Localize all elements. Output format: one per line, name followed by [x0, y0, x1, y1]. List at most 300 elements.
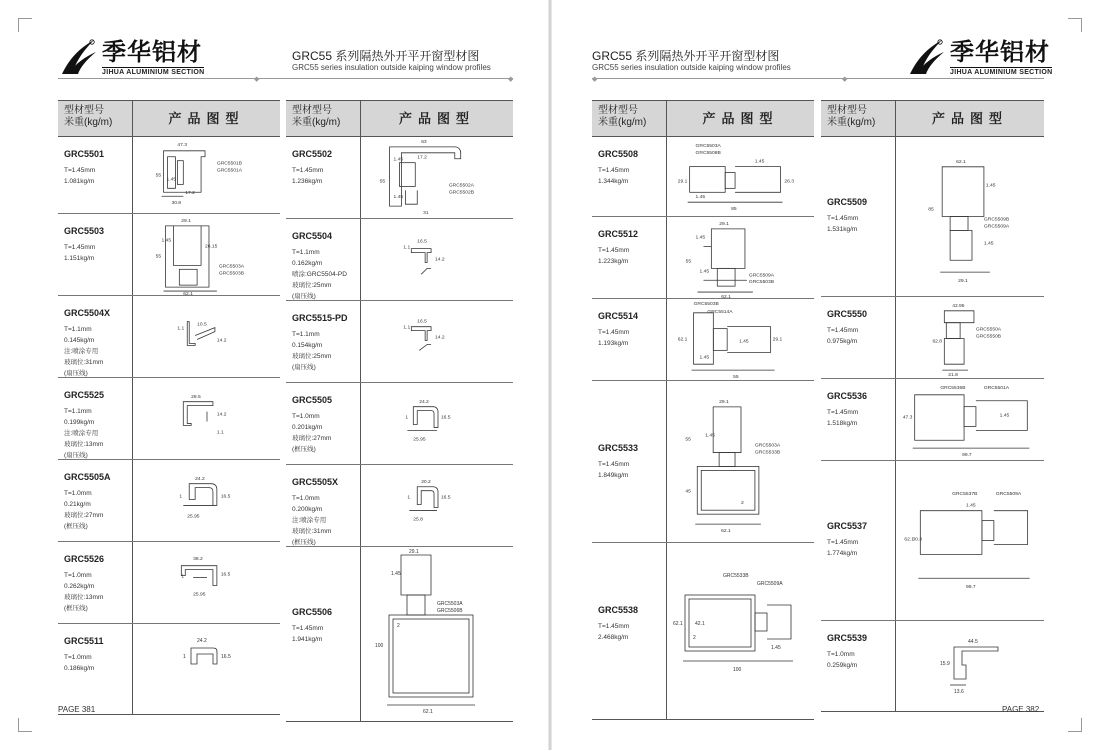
table-header [58, 101, 280, 137]
part-label: GRC5550B [975, 334, 1002, 340]
dim-label: 1.45 [966, 503, 976, 509]
profile-row-grc5537 [821, 461, 1044, 621]
dim-label: 14.2 [216, 412, 227, 418]
profile-row-grc5504 [286, 219, 513, 301]
dim-label: 30.3 [912, 537, 923, 543]
dim-label: 55 [155, 173, 162, 179]
profile-note: 玻璃位:31mm [292, 528, 332, 535]
profile-code: GRC5512 [598, 229, 639, 239]
dim-label: 16.5 [417, 319, 427, 325]
profile-row-grc5536 [821, 379, 1044, 461]
profile-note: 玻璃位:27mm [64, 512, 104, 519]
part-label: GRC5502B [448, 190, 475, 196]
profile-row-grc5506 [286, 547, 513, 721]
dim-label: 1 [179, 494, 183, 500]
profile-row-grc5550 [821, 297, 1044, 379]
profile-drawing-svg [667, 299, 814, 380]
dim-label: 26.15 [205, 244, 218, 250]
header-figure: 产品图型 [168, 111, 245, 126]
part-label: GRC5503A [218, 264, 245, 270]
dim-label: 1.1 [403, 325, 411, 331]
profile-spec: T=1.0mm [827, 651, 855, 658]
dim-label: 29.1 [958, 279, 968, 285]
dim-label: 1 [181, 574, 185, 580]
header-figure: 产品图型 [398, 111, 475, 126]
profile-drawing-svg [667, 543, 814, 719]
profile-note: (扇压线) [292, 293, 316, 300]
profile-note: 玻璃位:27mm [292, 435, 332, 442]
part-label: GRC5533B [754, 450, 781, 456]
profile-code: GRC5526 [64, 554, 105, 564]
profile-note: 注:喷涂专用 [64, 348, 99, 355]
profile-column-1 [58, 100, 280, 715]
profile-spec: T=1.45mm [827, 327, 859, 334]
dim-label: 15.9 [940, 661, 950, 667]
profile-code: GRC5539 [827, 633, 868, 643]
profile-drawing-svg [896, 461, 1044, 620]
profile-spec: T=1.0mm [64, 654, 92, 661]
profile-weight: 1.774kg/m [827, 550, 858, 557]
profile-drawing-svg [133, 460, 280, 541]
profile-drawing-svg [133, 542, 280, 623]
dim-label: 25.95 [193, 592, 206, 598]
dim-label: 55 [733, 375, 739, 380]
dim-label: 17.2 [417, 155, 427, 161]
profile-code: GRC5501 [64, 149, 105, 159]
profile-code: GRC5533 [598, 443, 639, 453]
profile-spec: T=1.45mm [292, 167, 324, 174]
table-header [592, 101, 814, 137]
profile-code: GRC5514 [598, 311, 639, 321]
dim-label: 1.45 [999, 413, 1010, 419]
profile-drawing [133, 378, 280, 459]
dim-label: 29.1 [677, 179, 688, 185]
profile-drawing [896, 379, 1044, 460]
profile-spec: T=1.45mm [827, 409, 859, 416]
profile-weight: 0.259kg/m [827, 662, 858, 669]
dim-label: 16.5 [220, 494, 231, 500]
brand-logo [58, 38, 204, 78]
profile-row-grc5514 [592, 299, 814, 381]
dim-label: 47.3 [177, 142, 187, 148]
dim-label: 42.95 [952, 303, 965, 309]
dim-label: 29.1 [772, 337, 783, 343]
profile-note: 玻璃位:25mm [292, 282, 332, 289]
profile-spec: T=1.45mm [598, 247, 630, 254]
header-model: 型材型号 [292, 105, 332, 116]
profile-drawing [361, 383, 513, 464]
part-label: GRC5503B [693, 301, 719, 307]
dim-label: 1 [405, 415, 409, 421]
profile-row-grc5509 [821, 137, 1044, 297]
profile-drawing [667, 137, 814, 216]
part-label: GRC5550A [975, 327, 1002, 333]
profile-code: GRC5511 [64, 636, 104, 646]
part-label: GRC5502A [448, 183, 475, 189]
dim-label: 1.45 [771, 645, 781, 651]
page-title [592, 50, 791, 72]
profile-spec: T=1.0mm [292, 495, 320, 502]
profile-note: 玻璃位:31mm [64, 359, 104, 366]
dim-label: 24.2 [197, 638, 207, 644]
profile-code: GRC5502 [292, 149, 333, 159]
dim-label: 13.6 [954, 689, 964, 695]
profile-code: GRC5550 [827, 309, 868, 319]
profile-drawing-svg [361, 137, 513, 218]
header-figure: 产品图型 [931, 111, 1008, 126]
profile-drawing [133, 460, 280, 541]
dim-label: 62.1 [904, 537, 915, 543]
profile-code: GRC5525 [64, 390, 105, 400]
profile-spec: T=1.45mm [598, 167, 630, 174]
profile-column-3 [592, 100, 814, 720]
dim-label: 28.5 [191, 394, 201, 400]
profile-drawing-svg [361, 383, 513, 464]
part-label: GRC5501B [216, 161, 243, 167]
dim-label: 21.8 [948, 373, 958, 378]
dim-label: 99.7 [966, 585, 976, 591]
dim-label: 1.45 [985, 183, 996, 189]
dim-label: 24.2 [419, 399, 429, 405]
dim-label: 1.45 [695, 195, 706, 201]
profile-weight: 0.201kg/m [292, 424, 323, 431]
profile-spec: T=1.1mm [292, 331, 320, 338]
profile-spec: T=1.45mm [598, 461, 630, 468]
dim-label: 100 [375, 643, 384, 649]
profile-row-grc5505a [58, 460, 280, 542]
dim-label: 29.1 [719, 399, 729, 405]
profile-drawing-svg [361, 301, 513, 382]
part-label: GRC5509A [995, 491, 1022, 497]
page-title-en: GRC55 series insulation outside kaiping window profiles [292, 63, 491, 72]
dim-label: 25.95 [413, 437, 426, 443]
part-label: GRC5537B [952, 491, 978, 497]
profile-row-grc5505 [286, 383, 513, 465]
dim-label: 16.5 [440, 495, 451, 501]
profile-drawing-svg [133, 378, 280, 459]
dim-label: 62.8 [932, 339, 943, 345]
dim-label: 55 [379, 179, 386, 185]
dim-label: 14.2 [435, 335, 445, 341]
dim-label: 62.1 [721, 529, 731, 535]
profile-note: 注:喷涂专用 [292, 517, 327, 524]
profile-spec: T=1.45mm [827, 215, 859, 222]
profile-drawing [133, 137, 280, 213]
profile-note: (扇压线) [64, 452, 88, 459]
dim-label: 44.5 [968, 639, 978, 645]
dim-label: 30.8 [171, 201, 182, 207]
dim-label: 63 [421, 139, 427, 145]
profile-drawing-svg [667, 137, 814, 216]
profile-weight: 1.151kg/m [64, 255, 95, 262]
dim-label: 85 [731, 207, 737, 213]
profile-note: (框压线) [292, 539, 316, 546]
profile-drawing [361, 137, 513, 218]
profile-note: 喷涂:GRC5504-PD [292, 271, 347, 278]
part-label: GRC5503A [754, 443, 781, 449]
profile-weight: 1.193kg/m [598, 340, 629, 347]
profile-weight: 0.199kg/m [64, 419, 95, 426]
header-model: 型材型号 [598, 105, 638, 116]
part-label: GRC5501A [216, 168, 243, 174]
profile-code: GRC5505 [292, 395, 333, 405]
profile-weight: 1.236kg/m [292, 178, 323, 185]
profile-code: GRC5536 [827, 391, 868, 401]
profile-spec: T=1.0mm [64, 490, 92, 497]
profile-drawing [896, 621, 1044, 711]
dim-label: 1 [407, 495, 411, 501]
profile-drawing-svg [667, 381, 814, 542]
brand-name-en: JIHUA ALUMINIUM SECTION [102, 68, 205, 76]
header-rule: ◆ ◆ [592, 78, 1044, 79]
part-label: GRC5509A [757, 581, 783, 587]
dim-label: 1 [183, 654, 186, 660]
profile-column-2 [286, 100, 513, 722]
part-label: GRC5536B [940, 385, 966, 391]
profile-row-grc5515-pd [286, 301, 513, 383]
profile-weight: 1.518kg/m [827, 420, 858, 427]
profile-drawing [361, 465, 513, 546]
profile-row-grc5505x [286, 465, 513, 547]
profile-drawing [896, 137, 1044, 296]
dim-label: 1.45 [695, 235, 706, 241]
profile-drawing-svg [896, 297, 1044, 378]
part-label: GRC5509B [983, 217, 1010, 223]
profile-row-grc5539 [821, 621, 1044, 711]
profile-spec: T=1.45mm [598, 623, 630, 630]
dim-label: 62.1 [423, 709, 433, 715]
profile-weight: 0.145kg/m [64, 337, 95, 344]
dim-label: 2 [693, 635, 696, 641]
dim-label: 1.1 [403, 245, 411, 251]
dim-label: 62.1 [677, 337, 688, 343]
profile-drawing-svg [361, 547, 513, 721]
profile-code: GRC5506 [292, 607, 333, 617]
brand-name-cn: 季华铝材 [950, 38, 1050, 66]
dim-label: 1.45 [699, 355, 710, 361]
dim-label: 2 [397, 623, 400, 629]
page-number-left: PAGE 381 [58, 705, 96, 714]
dim-label: 1.45 [166, 177, 177, 183]
profile-row-grc5508 [592, 137, 814, 217]
profile-drawing-svg [896, 137, 1044, 296]
profile-code: GRC5504X [64, 308, 111, 318]
part-label: GRC5509A [983, 224, 1010, 230]
dim-label: 25.95 [187, 514, 200, 520]
dim-label: 29.1 [719, 221, 729, 227]
dim-label: 25.8 [413, 517, 423, 523]
dim-label: 38.2 [193, 556, 203, 562]
profile-weight: 0.186kg/m [64, 665, 95, 672]
profile-spec: T=1.45mm [64, 244, 96, 251]
profile-row-grc5538 [592, 543, 814, 719]
profile-drawing-svg [133, 624, 280, 714]
header-weight: 米重(kg/m) [292, 117, 341, 128]
profile-weight: 0.975kg/m [827, 338, 858, 345]
crop-mark [1068, 18, 1082, 32]
profile-drawing-svg [133, 296, 280, 377]
dim-label: 1.45 [705, 433, 715, 439]
profile-code: GRC5503 [64, 226, 105, 236]
header-weight: 米重(kg/m) [598, 117, 647, 128]
profile-note: (扇压线) [64, 370, 88, 377]
header-weight: 米重(kg/m) [827, 117, 876, 128]
profile-drawing-svg [896, 621, 1044, 711]
dim-label: 17.2 [185, 191, 195, 197]
profile-code: GRC5509 [827, 197, 868, 207]
profile-drawing [896, 297, 1044, 378]
dim-label: 55 [685, 437, 691, 443]
table-header [286, 101, 513, 137]
profile-drawing-svg [896, 379, 1044, 460]
header-model: 型材型号 [64, 105, 104, 116]
dim-label: 16.5 [440, 415, 451, 421]
profile-drawing [361, 547, 513, 721]
profile-code: GRC5505A [64, 472, 111, 482]
dim-label: 31 [423, 211, 429, 217]
dim-label: 1.45 [393, 157, 404, 163]
dim-label: 62.1 [673, 621, 683, 627]
profile-row-grc5504x [58, 296, 280, 378]
profile-drawing [133, 296, 280, 377]
profile-row-grc5525 [58, 378, 280, 460]
profile-drawing [667, 217, 814, 298]
profile-weight: 0.262kg/m [64, 583, 95, 590]
dim-label: 16.5 [221, 654, 231, 660]
dim-label: 100 [733, 667, 742, 673]
profile-drawing [667, 299, 814, 380]
profile-note: 玻璃位:25mm [292, 353, 332, 360]
dim-label: 47.3 [902, 415, 913, 421]
part-label: GRC5501A [983, 385, 1010, 391]
profile-drawing [667, 543, 814, 719]
profile-drawing [133, 214, 280, 295]
page-title [292, 50, 491, 72]
profile-spec: T=1.1mm [64, 326, 92, 333]
part-label: GRC5509A [748, 273, 775, 279]
dim-label: 14.2 [216, 338, 227, 344]
crop-mark [18, 718, 32, 732]
dim-label: 1.45 [983, 241, 994, 247]
profile-weight: 1.531kg/m [827, 226, 858, 233]
crop-mark [1068, 718, 1082, 732]
profile-spec: T=1.0mm [292, 413, 320, 420]
profile-weight: 0.21kg/m [64, 501, 91, 508]
brand-name-en: JIHUA ALUMINIUM SECTION [950, 68, 1053, 76]
profile-drawing [133, 542, 280, 623]
profile-spec: T=1.1mm [64, 408, 92, 415]
profile-drawing-svg [361, 219, 513, 300]
profile-column-4 [821, 100, 1044, 712]
part-label: GRC5514A [707, 309, 733, 315]
dim-label: 1.45 [393, 195, 404, 201]
profile-note: 玻璃位:13mm [64, 441, 104, 448]
profile-row-grc5502 [286, 137, 513, 219]
profile-drawing-svg [667, 217, 814, 298]
page-title-en: GRC55 series insulation outside kaiping window profiles [592, 63, 791, 72]
header-weight: 米重(kg/m) [64, 117, 113, 128]
dim-label: 85 [928, 207, 934, 213]
profile-code: GRC5515-PD [292, 313, 348, 323]
profile-note: 玻璃位:13mm [64, 594, 104, 601]
profile-row-grc5501 [58, 137, 280, 214]
header-figure: 产品图型 [702, 111, 779, 126]
part-label: GRC5508B [695, 150, 721, 156]
page-title-cn: GRC55 系列隔热外开平开窗型材图 [592, 49, 780, 63]
part-label: GRC5503B [218, 271, 245, 277]
profile-drawing [361, 219, 513, 300]
profile-drawing-svg [361, 465, 513, 546]
profile-row-grc5533 [592, 381, 814, 543]
part-label: GRC5503B [748, 280, 775, 286]
profile-row-grc5526 [58, 542, 280, 624]
profile-weight: 2.468kg/m [598, 634, 629, 641]
right-page [550, 0, 1100, 750]
logo-mark-icon [906, 38, 946, 78]
dim-label: 1.1 [177, 326, 185, 332]
profile-note: (框压线) [64, 605, 88, 612]
profile-spec: T=1.45mm [64, 167, 96, 174]
profile-drawing [361, 301, 513, 382]
profile-drawing [667, 381, 814, 542]
dim-label: 16.5 [220, 572, 231, 578]
profile-code: GRC5538 [598, 605, 639, 615]
dim-label: 29.1 [409, 549, 419, 555]
profile-note: (框压线) [64, 523, 88, 530]
dim-label: 62.1 [183, 292, 193, 295]
profile-code: GRC5505X [292, 477, 339, 487]
dim-label: 24.2 [195, 476, 205, 482]
profile-spec: T=1.45mm [292, 625, 324, 632]
dim-label: 16.5 [417, 239, 427, 245]
brand-logo [906, 38, 1052, 78]
table-header [821, 101, 1044, 137]
dim-label: 10.5 [197, 322, 207, 328]
right-header [550, 38, 1100, 78]
dim-label: 99.7 [962, 453, 972, 459]
dim-label: 20.2 [421, 479, 431, 485]
part-label: GRC5503A [437, 601, 463, 607]
profile-spec: T=1.45mm [827, 539, 859, 546]
crop-mark [18, 18, 32, 32]
dim-label: 42.1 [695, 621, 705, 627]
profile-drawing-svg [133, 137, 280, 213]
profile-spec: T=1.0mm [64, 572, 92, 579]
profile-weight: 0.200kg/m [292, 506, 323, 513]
profile-note: (扇压线) [292, 364, 316, 371]
dim-label: 45 [685, 489, 691, 495]
left-header [0, 38, 550, 78]
profile-note: (框压线) [292, 446, 316, 453]
dim-label: 1.45 [754, 159, 765, 165]
profile-code: GRC5504 [292, 231, 333, 241]
profile-weight: 1.081kg/m [64, 178, 95, 185]
dim-label: 62.1 [721, 295, 731, 298]
brand-name-cn: 季华铝材 [102, 38, 202, 66]
dim-label: 14.2 [435, 257, 445, 263]
part-label: GRC5533B [723, 573, 749, 579]
dim-label: 1.45 [391, 571, 401, 577]
dim-label: 1.45 [161, 238, 172, 244]
profile-code: GRC5537 [827, 521, 868, 531]
profile-weight: 0.154kg/m [292, 342, 323, 349]
dim-label: 1.1 [216, 430, 224, 436]
part-label: GRC5503A [695, 143, 721, 149]
profile-spec: T=1.45mm [598, 329, 630, 336]
dim-label: 26.3 [784, 179, 795, 185]
profile-weight: 0.162kg/m [292, 260, 323, 267]
page-title-cn: GRC55 系列隔热外开平开窗型材图 [292, 49, 480, 63]
